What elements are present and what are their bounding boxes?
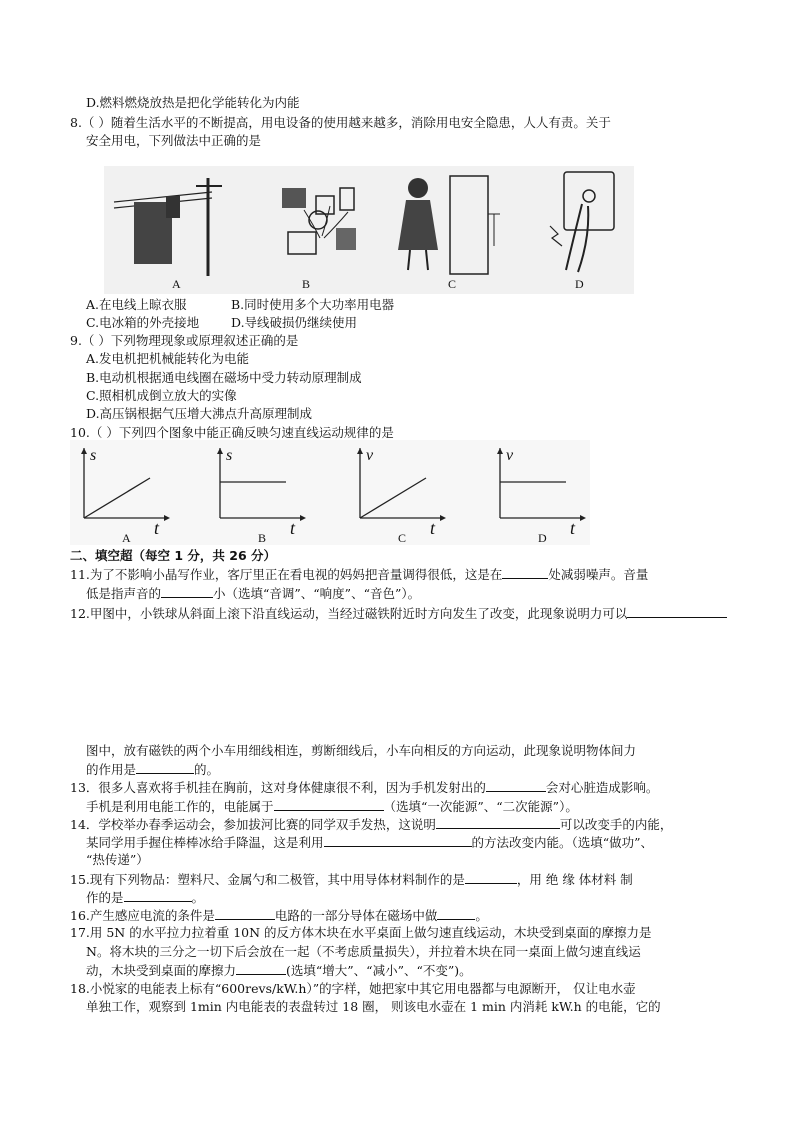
q11-line2 — [86, 585, 420, 602]
q11-text-1b: 处减弱噪声。音量 — [548, 567, 649, 582]
q8-option-a: A.在电线上晾衣服 — [86, 297, 187, 312]
q9-option-d: D.高压锅根据气压增大沸点升高原理制成 — [86, 406, 313, 421]
q16-text-c: 。 — [475, 908, 488, 923]
q8-label-c: C — [448, 277, 457, 291]
q15-line2 — [86, 889, 204, 906]
q11-line1 — [70, 566, 648, 583]
q12-line3 — [86, 761, 219, 778]
y-axis-label: v — [366, 447, 374, 464]
q14-text-1b: 可以改变手的内能， — [559, 817, 673, 832]
q8-label-b: B — [302, 277, 311, 291]
q11-blank-2[interactable] — [161, 585, 213, 598]
graph-label: A — [122, 531, 131, 545]
q14-text-1a: 14．学校举办春季运动会，参加拔河比赛的同学双手发热，这说明 — [70, 817, 436, 832]
q13-blank-1[interactable] — [486, 779, 546, 792]
q15-text-2b: 。 — [191, 890, 205, 905]
q12-text-3b: 的。 — [194, 762, 220, 777]
x-axis-label: t — [570, 518, 576, 538]
q10-stem: 10.（ ）下列四个图象中能正确反映匀速直线运动规律的是 — [70, 425, 394, 440]
q8-label-d: D — [575, 277, 584, 291]
q11-blank-1[interactable] — [502, 566, 548, 579]
q14-line1 — [70, 816, 672, 833]
q12-blank-2[interactable] — [136, 761, 194, 774]
q7-option-d: D.燃料燃烧放热是把化学能转化为内能 — [86, 95, 300, 110]
q8-option-c: C.电冰箱的外壳接地 — [86, 315, 200, 330]
q16-text-b: 电路的一部分导体在磁场中做 — [274, 908, 438, 923]
y-axis-label: v — [506, 447, 514, 464]
q15-blank-1[interactable] — [465, 871, 517, 884]
q18-line2: 单独工作，观察到 1min 内电能表的表盘转过 18 圈， 则该电水壶在 1 min 内消耗 kW.h 的电能，它的 — [86, 999, 661, 1014]
q8-stem-line2: 安全用电，下列做法中正确的是 — [86, 133, 262, 148]
q12-line2: 图中，放有磁铁的两个小车用细线相连，剪断细线后，小车向相反的方向运动，此现象说明物体间力 — [86, 743, 637, 758]
q15-text-1b: ，用 绝 缘 体材料 制 — [516, 872, 633, 887]
y-axis-label: s — [226, 447, 233, 464]
q12-text-3a: 的作用是 — [86, 762, 137, 777]
q16-blank-2[interactable] — [437, 907, 475, 920]
q17-line3 — [86, 962, 472, 979]
q8-option-b: B.同时使用多个大功率用电器 — [231, 297, 395, 312]
q11-text-2b: 小（选填“音调”、“响度”、“音色”）。 — [213, 586, 421, 601]
x-axis-label: t — [290, 518, 296, 538]
q13-line2 — [86, 798, 578, 815]
y-axis-label: s — [90, 447, 97, 464]
q15-text-2a: 作的是 — [86, 890, 124, 905]
q17-blank-1[interactable] — [236, 962, 286, 975]
q9-option-b: B.电动机根据通电线圈在磁场中受力转动原理制成 — [86, 370, 362, 385]
q13-text-1b: 会对心脏造成影响。 — [545, 780, 659, 795]
q16-line — [70, 907, 488, 924]
q8-option-d: D.导线破损仍继续使用 — [231, 315, 358, 330]
q14-line2 — [86, 834, 653, 851]
q14-line3: “热传递”） — [86, 852, 149, 867]
q17-line1: 17.用 5N 的水平拉力拉着重 10N 的反方体木块在水平桌面上做匀速直线运动，木块受到桌面的摩擦力是 — [70, 925, 652, 940]
q15-text-1a: 15.现有下列物品：塑料尺、金属勺和二极管，其中用导体材料制作的是 — [70, 872, 465, 887]
x-axis-label: t — [154, 518, 160, 538]
q12-text-1: 12.甲图中，小铁球从斜面上滚下沿直线运动，当经过磁铁附近时方向发生了改变，此现象说明力可以 — [70, 606, 628, 621]
q17-line2: N。将木块的三分之一切下后会放在一起（不考虑质量损失），并拉着木块在同一桌面上做匀速直线运 — [86, 944, 641, 959]
q17-text-3b: (选填“增大”、“减小”、“不变”)。 — [286, 963, 472, 978]
q14-blank-1[interactable] — [436, 816, 560, 829]
q13-blank-2[interactable] — [274, 798, 384, 811]
q12-blank-1[interactable] — [627, 605, 727, 618]
graph-label: B — [258, 531, 267, 545]
q14-text-2a: 某同学用手握住棒棒冰给手降温，这是利用 — [86, 835, 324, 850]
q10-graphs — [70, 440, 590, 545]
q13-text-1a: 13．很多人喜欢将手机挂在胸前，这对身体健康很不利，因为手机发射出的 — [70, 780, 486, 795]
q18-line1: 18.小悦家的电能表上标有“600revs/kW.h）”的字样，她把家中其它用电器都与电源断开， 仅让电水壶 — [70, 981, 636, 996]
q13-text-2a: 手机是利用电能工作的，电能属于 — [86, 799, 274, 814]
q12-line1 — [70, 605, 727, 622]
q9-option-a: A.发电机把机械能转化为电能 — [86, 351, 250, 366]
q9-option-c: C.照相机成倒立放大的实像 — [86, 388, 237, 403]
q15-blank-2[interactable] — [124, 889, 192, 902]
q11-text-2a: 低是指声音的 — [86, 586, 162, 601]
x-axis-label: t — [430, 518, 436, 538]
q8-label-a: A — [172, 277, 181, 291]
q8-safety-pictures — [104, 166, 634, 294]
q13-text-2b: （选填“一次能源”、“二次能源”）。 — [383, 799, 578, 814]
q16-text-a: 16.产生感应电流的条件是 — [70, 908, 215, 923]
q11-text-1a: 11.为了不影响小晶写作业，客厅里正在看电视的妈妈把音量调得很低，这是在 — [70, 567, 503, 582]
q14-blank-2[interactable] — [324, 834, 472, 847]
q15-line1 — [70, 871, 633, 888]
q14-text-2b: 的方法改变内能。（选填“做功”、 — [471, 835, 654, 850]
graph-label: C — [398, 531, 407, 545]
q8-stem-line1: 8.（ ）随着生活水平的不断提高，用电设备的使用越来越多，消除用电安全隐患，人人有责。关于 — [70, 115, 611, 130]
q17-text-3a: 动，木块受到桌面的摩擦力 — [86, 963, 237, 978]
q9-stem: 9.（ ）下列物理现象或原理叙述正确的是 — [70, 333, 299, 348]
q13-line1 — [70, 779, 658, 796]
graph-label: D — [538, 531, 547, 545]
q16-blank-1[interactable] — [215, 907, 275, 920]
section-2-title: 二、填空超（每空 1 分，共 26 分） — [70, 548, 277, 563]
